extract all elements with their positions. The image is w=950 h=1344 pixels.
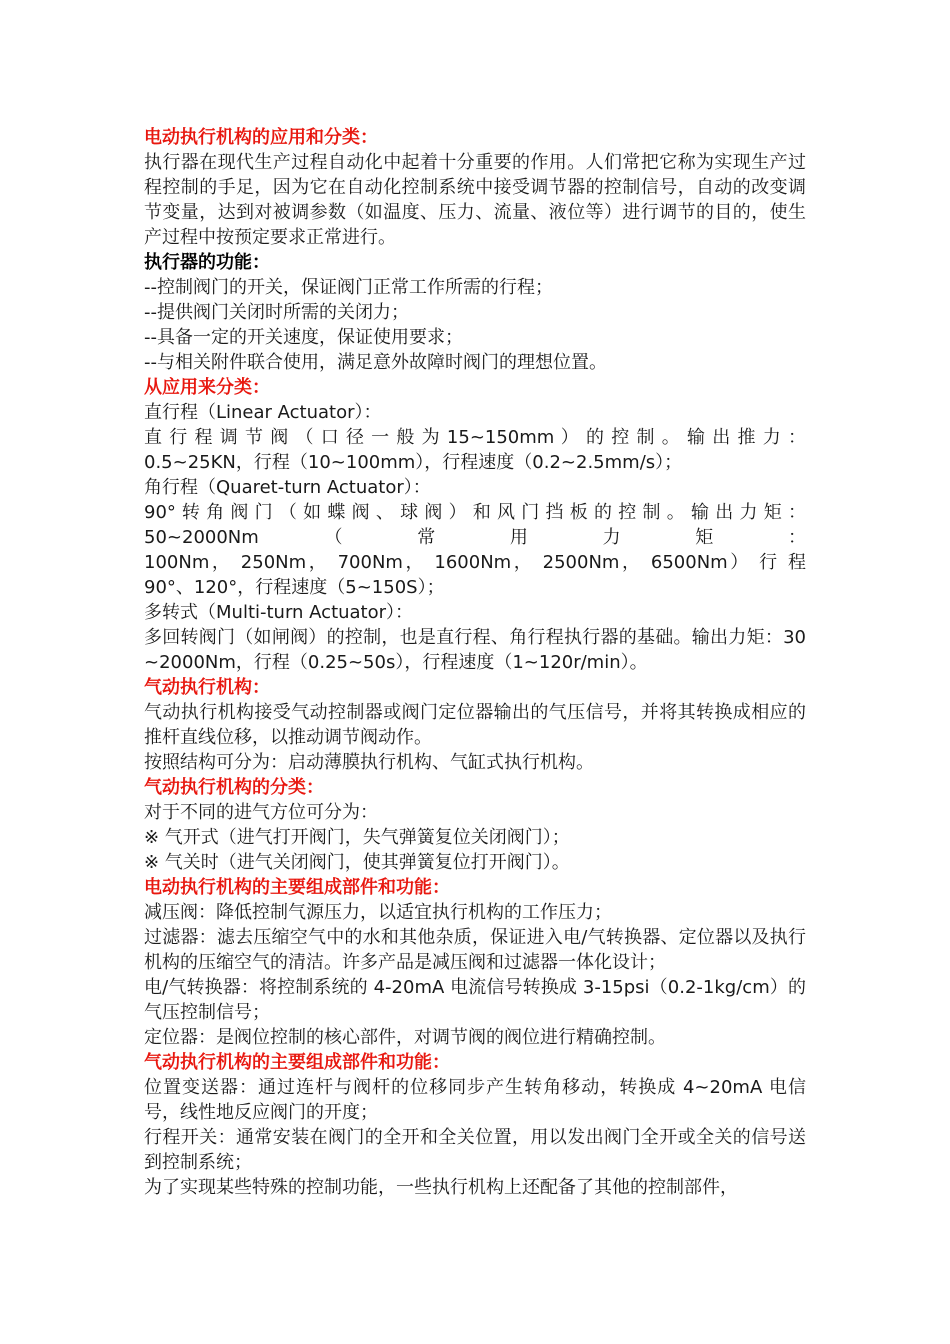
linear-actuator-desc-line: 直 行 程 调 节 阀 （ 口 径 一 般 为 15~150mm ） 的 控 制 。 输 出 推 力 ： [144,427,806,448]
pneumatic-structure: 按照结构可分为：启动薄膜执行机构、气缸式执行机构。 [144,752,594,773]
component-item: 为了实现某些特殊的控制功能，一些执行机构上还配备了其他的控制部件， [144,1177,738,1198]
function-item: --具备一定的开关速度，保证使用要求； [144,327,463,348]
quarter-turn-desc-line: 90°、120°，行程速度（5~150S）； [144,577,445,598]
section-title-pneumatic: 气动执行机构： [144,677,270,698]
document-page [144,125,806,1200]
paragraph-electric-intro: 执行器在现代生产过程自动化中起着十分重要的作用。人们常把它称为实现生产过程控制的手足，因为它在自动化控制系统中接受调节器的控制信号，自动的改变调节变量，达到对被调参数（如温度、压力、流量、液位等）进行调节的目的，使生产过程中按预定要求正常进行。 [144,152,806,248]
quarter-turn-desc-line: 50~2000Nm （ 常 用 力 矩 ： [144,527,806,548]
pneumatic-class-intro: 对于不同的进气方位可分为： [144,802,378,823]
pneumatic-class-item: ※ 气开式（进气打开阀门，失气弹簧复位关闭阀门）； [144,827,570,848]
component-item: 定位器：是阀位控制的核心部件，对调节阀的阀位进行精确控制。 [144,1027,666,1048]
linear-actuator-desc-line: 0.5~25KN，行程（10~100mm），行程速度（0.2~2.5mm/s）； [144,452,683,473]
quarter-turn-actuator-name: 角行程（Quaret-turn Actuator）： [144,477,431,498]
pneumatic-desc: 气动执行机构接受气动控制器或阀门定位器输出的气压信号，并将其转换成相应的推杆直线位移，以推动调节阀动作。 [144,702,806,748]
component-item: 减压阀：降低控制气源压力，以适宜执行机构的工作压力； [144,902,612,923]
section-title-components-1: 电动执行机构的主要组成部件和功能： [144,877,450,898]
section-title-classify: 从应用来分类： [144,377,270,398]
quarter-turn-desc-line: 100Nm， 250Nm， 700Nm， 1600Nm， 2500Nm， 6500Nm） 行 程 [144,552,806,573]
function-item: --提供阀门关闭时所需的关闭力； [144,302,409,323]
linear-actuator-name: 直行程（Linear Actuator）： [144,402,382,423]
function-item: --与相关附件联合使用，满足意外故障时阀门的理想位置。 [144,352,607,373]
component-item: 行程开关：通常安装在阀门的全开和全关位置，用以发出阀门全开或全关的信号送到控制系统； [144,1127,806,1173]
multi-turn-actuator-name: 多转式（Multi-turn Actuator）： [144,602,414,623]
section-title-components-2: 气动执行机构的主要组成部件和功能： [144,1052,450,1073]
quarter-turn-desc-line: 90° 转 角 阀 门 （ 如 蝶 阀 、 球 阀 ） 和 风 门 挡 板 的 控 制 。 输 出 力 矩 ： [144,502,806,523]
component-item: 位置变送器：通过连杆与阀杆的位移同步产生转角移动，转换成 4~20mA 电信号，线性地反应阀门的开度； [144,1077,806,1123]
component-item: 过滤器：滤去压缩空气中的水和其他杂质，保证进入电/气转换器、定位器以及执行机构的压缩空气的清洁。许多产品是减压阀和过滤器一体化设计； [144,927,806,973]
pneumatic-class-item: ※ 气关时（进气关闭阀门，使其弹簧复位打开阀门）。 [144,852,570,873]
section-title-pneumatic-class: 气动执行机构的分类： [144,777,324,798]
function-item: --控制阀门的开关，保证阀门正常工作所需的行程； [144,277,553,298]
component-item: 电/气转换器：将控制系统的 4-20mA 电流信号转换成 3-15psi（0.2-1kg/cm）的气压控制信号； [144,977,806,1023]
section-title-electric: 电动执行机构的应用和分类： [144,127,378,148]
section-title-function: 执行器的功能： [144,252,270,273]
multi-turn-desc: 多回转阀门（如闸阀）的控制，也是直行程、角行程执行器的基础。输出力矩：30~2000Nm，行程（0.25~50s），行程速度（1~120r/min）。 [144,627,806,673]
